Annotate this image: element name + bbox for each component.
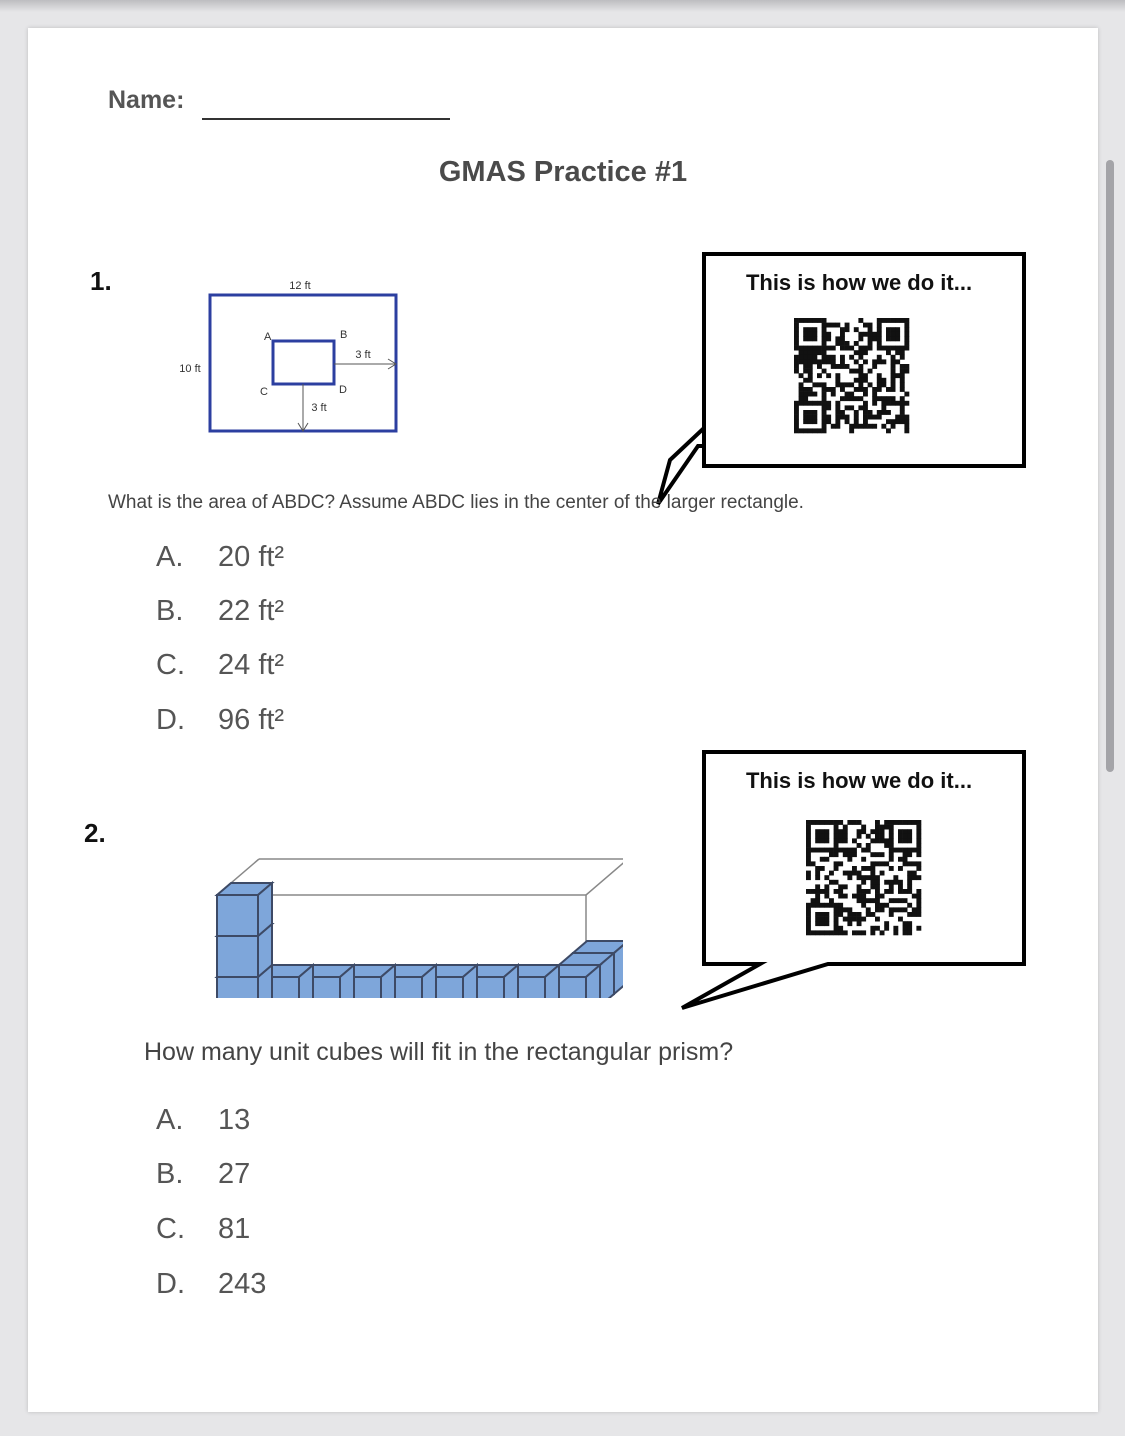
question-2-prompt: How many unit cubes will fit in the rectangular prism? (144, 1038, 734, 1066)
qr-code-1[interactable] (794, 318, 914, 436)
label-vertex-d: D (339, 384, 347, 396)
vertical-scrollbar[interactable] (1106, 160, 1114, 772)
name-blank-line[interactable] (202, 118, 450, 120)
label-left-height: 10 ft (179, 363, 201, 375)
inner-rectangle-abdc (273, 341, 334, 384)
qr-code-2[interactable] (806, 820, 924, 938)
bubble-2-text: This is how we do it... (745, 768, 973, 793)
q1-choice-a[interactable]: A. 20 ft² (156, 541, 285, 573)
worksheet-page (28, 28, 1098, 1412)
label-vertex-b: B (340, 329, 348, 341)
question-1-diagram (168, 268, 408, 448)
label-vertex-a: A (264, 331, 272, 343)
q1-choice-c[interactable]: C. 24 ft² (156, 649, 285, 681)
q1-choice-d[interactable]: D. 96 ft² (156, 704, 285, 736)
unit-cube (217, 936, 258, 977)
q2-choice-c[interactable]: C. 81 (156, 1213, 251, 1245)
label-top-width: 12 ft (289, 280, 311, 292)
name-label: Name: (108, 86, 185, 114)
question-1-number: 1. (90, 266, 112, 296)
q1-choice-b[interactable]: B. 22 ft² (156, 595, 285, 627)
q2-choice-a[interactable]: A. 13 (156, 1104, 251, 1136)
label-bottom-offset: 3 ft (311, 402, 327, 414)
q2-choice-d[interactable]: D. 243 (156, 1268, 267, 1300)
question-1-prompt: What is the area of ABDC? Assume ABDC lies in the center of the larger rectangle. (108, 492, 804, 513)
unit-cube (217, 895, 258, 936)
q2-choice-b[interactable]: B. 27 (156, 1158, 251, 1190)
bubble-1-text: This is how we do it... (745, 270, 973, 295)
label-vertex-c: C (260, 386, 268, 398)
window-top-shadow (0, 0, 1125, 12)
question-2-prism-diagram (183, 808, 623, 998)
label-right-offset: 3 ft (355, 349, 371, 361)
unit-cube (217, 977, 258, 998)
question-2-number: 2. (84, 818, 106, 848)
page-title: GMAS Practice #1 (438, 156, 688, 188)
